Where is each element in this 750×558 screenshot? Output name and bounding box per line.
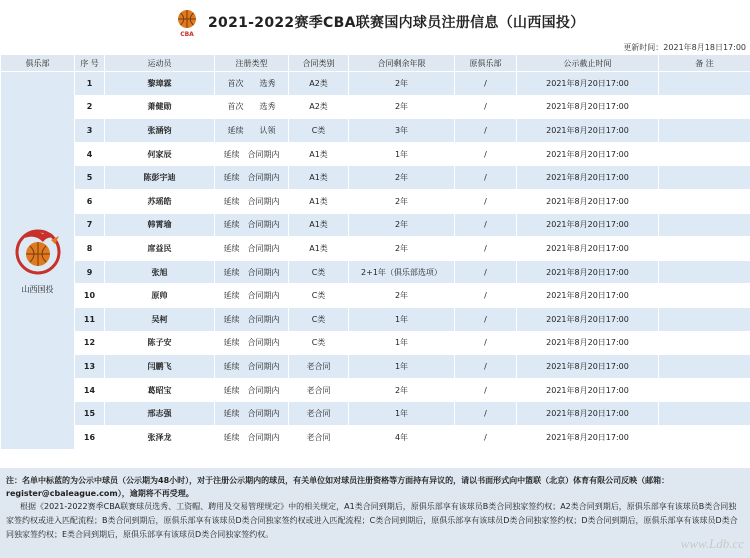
cell-deadline: 2021年8月20日17:00 [517, 378, 659, 402]
cell-reg-type: 延续 合同期内 [215, 213, 289, 237]
table-row [1, 307, 750, 331]
cell-original-club: / [455, 166, 517, 190]
cell-contract-type: 老合同 [289, 378, 349, 402]
cell-original-club: / [455, 189, 517, 213]
cell-contract-years: 2年 [349, 213, 455, 237]
cell-note [659, 284, 750, 308]
cell-original-club: / [455, 331, 517, 355]
cell-note [659, 378, 750, 402]
cell-deadline: 2021年8月20日17:00 [517, 166, 659, 190]
cell-row-number: 7 [75, 213, 105, 237]
cell-player-name: 原帅 [105, 284, 215, 308]
col-number: 序 号 [75, 55, 105, 72]
cell-reg-type: 延续 合同期内 [215, 260, 289, 284]
cell-deadline: 2021年8月20日17:00 [517, 119, 659, 143]
cell-reg-type: 延续 合同期内 [215, 307, 289, 331]
cell-contract-type: A2类 [289, 72, 349, 96]
cell-deadline: 2021年8月20日17:00 [517, 402, 659, 426]
cell-contract-years: 1年 [349, 331, 455, 355]
cell-contract-type: A1类 [289, 142, 349, 166]
cell-reg-type: 延续 合同期内 [215, 142, 289, 166]
col-player: 运动员 [105, 55, 215, 72]
cell-reg-type: 延续 合同期内 [215, 237, 289, 261]
cell-contract-years: 2年 [349, 284, 455, 308]
cell-deadline: 2021年8月20日17:00 [517, 331, 659, 355]
cell-original-club: / [455, 355, 517, 379]
cell-note [659, 166, 750, 190]
cell-row-number: 2 [75, 95, 105, 119]
cell-note [659, 95, 750, 119]
cell-deadline: 2021年8月20日17:00 [517, 142, 659, 166]
note-rules: 根据《2021-2022赛季CBA联赛球员选秀、工资帽、聘用及交易管理规定》中的相关规定，A1类合同到期后，原俱乐部享有该球员B类合同独家签约权；A2类合同到期后，原俱乐部享有该球员B类合同独家签约权或进入匹配流程；B类合同到期后，原俱乐部享有该球员D类合同独家签约权或进入匹配流程；C类合同到期后，原俱乐部享有该球员D类合同独家签约权；D类合同到期后，原俱乐部享有该球员D类合同独家签约权；E类合同到期后，原俱乐部享有该球员D类合同独家签约权。 [6, 502, 738, 539]
cell-player-name: 张旭 [105, 260, 215, 284]
cell-original-club: / [455, 119, 517, 143]
cell-contract-type: A1类 [289, 166, 349, 190]
cell-row-number: 10 [75, 284, 105, 308]
table-row [1, 166, 750, 190]
cell-original-club: / [455, 237, 517, 261]
cell-note [659, 307, 750, 331]
cell-contract-years: 1年 [349, 307, 455, 331]
cell-note [659, 142, 750, 166]
cell-reg-type: 首次 选秀 [215, 95, 289, 119]
cell-contract-type: 老合同 [289, 355, 349, 379]
table-row [1, 72, 750, 96]
cell-contract-years: 1年 [349, 355, 455, 379]
table-row [1, 355, 750, 379]
cell-contract-years: 2年 [349, 378, 455, 402]
cell-original-club: / [455, 284, 517, 308]
cell-contract-type: 老合同 [289, 402, 349, 426]
page-title: 2021-2022赛季CBA联赛国内球员注册信息（山西国投） [208, 15, 585, 31]
cell-deadline: 2021年8月20日17:00 [517, 237, 659, 261]
cell-contract-type: A1类 [289, 237, 349, 261]
cell-row-number: 5 [75, 166, 105, 190]
note-publicity: 注：名单中标蓝的为公示中球员（公示期为48小时），对于注册公示期内的球员，有关单位如对球员注册资格等方面持有异议的，请以书面形式向中篮联（北京）体育有限公司反映（邮箱：register@cbaleague.com），逾期将不再受理。 [6, 476, 670, 498]
cell-note [659, 189, 750, 213]
col-note: 备 注 [659, 55, 750, 72]
cell-original-club: / [455, 425, 517, 449]
col-reg-type: 注册类型 [215, 55, 289, 72]
cell-contract-years: 4年 [349, 425, 455, 449]
cell-contract-type: C类 [289, 307, 349, 331]
cell-contract-type: 老合同 [289, 425, 349, 449]
cell-reg-type: 延续 合同期内 [215, 402, 289, 426]
cell-reg-type: 延续 合同期内 [215, 284, 289, 308]
cell-contract-type: C类 [289, 119, 349, 143]
table-row [1, 284, 750, 308]
cell-reg-type: 延续 认领 [215, 119, 289, 143]
cell-player-name: 何家辰 [105, 142, 215, 166]
notes-box [0, 468, 750, 558]
cell-original-club: / [455, 95, 517, 119]
cell-reg-type: 延续 合同期内 [215, 425, 289, 449]
cell-reg-type: 延续 合同期内 [215, 355, 289, 379]
cell-row-number: 4 [75, 142, 105, 166]
watermark: www.Ldb.cc [680, 536, 744, 551]
cell-original-club: / [455, 402, 517, 426]
cell-contract-type: C类 [289, 260, 349, 284]
cell-row-number: 13 [75, 355, 105, 379]
cell-row-number: 1 [75, 72, 105, 96]
table-row [1, 119, 750, 143]
table-row [1, 142, 750, 166]
cell-row-number: 15 [75, 402, 105, 426]
table-row [1, 213, 750, 237]
cell-row-number: 16 [75, 425, 105, 449]
svg-text:CBA: CBA [180, 31, 194, 38]
cell-contract-years: 3年 [349, 119, 455, 143]
cell-original-club: / [455, 72, 517, 96]
cell-row-number: 14 [75, 378, 105, 402]
cell-row-number: 12 [75, 331, 105, 355]
cell-player-name: 吴柯 [105, 307, 215, 331]
registration-table [0, 54, 750, 450]
cell-deadline: 2021年8月20日17:00 [517, 95, 659, 119]
cell-player-name: 张涵钧 [105, 119, 215, 143]
table-row [1, 95, 750, 119]
table-row [1, 425, 750, 449]
cell-deadline: 2021年8月20日17:00 [517, 189, 659, 213]
page-header [0, 0, 750, 52]
cell-player-name: 葛昭宝 [105, 378, 215, 402]
col-club: 俱乐部 [1, 55, 75, 72]
cell-contract-years: 2年 [349, 237, 455, 261]
cell-player-name: 席益民 [105, 237, 215, 261]
cell-deadline: 2021年8月20日17:00 [517, 213, 659, 237]
cell-contract-years: 1年 [349, 142, 455, 166]
cell-reg-type: 延续 合同期内 [215, 166, 289, 190]
cell-note [659, 213, 750, 237]
cell-contract-years: 2年 [349, 166, 455, 190]
cell-note [659, 331, 750, 355]
cell-contract-type: C类 [289, 284, 349, 308]
table-row [1, 331, 750, 355]
cell-deadline: 2021年8月20日17:00 [517, 307, 659, 331]
cell-note [659, 237, 750, 261]
cell-row-number: 6 [75, 189, 105, 213]
table-row [1, 378, 750, 402]
cell-note [659, 72, 750, 96]
cell-contract-years: 2+1年（俱乐部选项） [349, 260, 455, 284]
cell-player-name: 闫鹏飞 [105, 355, 215, 379]
table-row [1, 402, 750, 426]
col-contract-years: 合同剩余年限 [349, 55, 455, 72]
cell-deadline: 2021年8月20日17:00 [517, 355, 659, 379]
club-cell [1, 72, 75, 450]
cell-reg-type: 首次 选秀 [215, 72, 289, 96]
cell-player-name: 黎璋霖 [105, 72, 215, 96]
cell-row-number: 3 [75, 119, 105, 143]
cell-player-name: 陈彭宇迪 [105, 166, 215, 190]
cell-deadline: 2021年8月20日17:00 [517, 72, 659, 96]
cell-row-number: 9 [75, 260, 105, 284]
cell-reg-type: 延续 合同期内 [215, 189, 289, 213]
cell-original-club: / [455, 213, 517, 237]
cell-original-club: / [455, 142, 517, 166]
table-header-row [1, 55, 750, 72]
cell-original-club: / [455, 260, 517, 284]
cell-player-name: 韩霄瑜 [105, 213, 215, 237]
cell-row-number: 11 [75, 307, 105, 331]
cell-row-number: 8 [75, 237, 105, 261]
cell-note [659, 425, 750, 449]
update-time: 更新时间：2021年8月18日17:00 [623, 43, 746, 52]
cell-contract-type: C类 [289, 331, 349, 355]
table-row [1, 189, 750, 213]
table-row [1, 237, 750, 261]
cell-reg-type: 延续 合同期内 [215, 331, 289, 355]
cell-note [659, 402, 750, 426]
cell-original-club: / [455, 378, 517, 402]
cell-note [659, 355, 750, 379]
cell-contract-type: A1类 [289, 213, 349, 237]
cell-note [659, 119, 750, 143]
club-name: 山西国投 [21, 284, 54, 294]
cba-logo [176, 8, 198, 38]
cell-deadline: 2021年8月20日17:00 [517, 425, 659, 449]
cell-contract-years: 1年 [349, 402, 455, 426]
cell-player-name: 陈子安 [105, 331, 215, 355]
cell-original-club: / [455, 307, 517, 331]
shanxi-loongs-logo [15, 226, 61, 278]
table-row [1, 260, 750, 284]
cell-contract-type: A2类 [289, 95, 349, 119]
cell-reg-type: 延续 合同期内 [215, 378, 289, 402]
cell-deadline: 2021年8月20日17:00 [517, 260, 659, 284]
cell-player-name: 苏瑶皓 [105, 189, 215, 213]
cell-note [659, 260, 750, 284]
cell-contract-years: 2年 [349, 189, 455, 213]
cell-deadline: 2021年8月20日17:00 [517, 284, 659, 308]
col-deadline: 公示截止时间 [517, 55, 659, 72]
cell-player-name: 邢志强 [105, 402, 215, 426]
col-contract-type: 合同类别 [289, 55, 349, 72]
cell-player-name: 张泽龙 [105, 425, 215, 449]
cell-player-name: 萧健勋 [105, 95, 215, 119]
col-original-club: 原俱乐部 [455, 55, 517, 72]
cell-contract-years: 2年 [349, 95, 455, 119]
cell-contract-years: 2年 [349, 72, 455, 96]
cell-contract-type: A1类 [289, 189, 349, 213]
